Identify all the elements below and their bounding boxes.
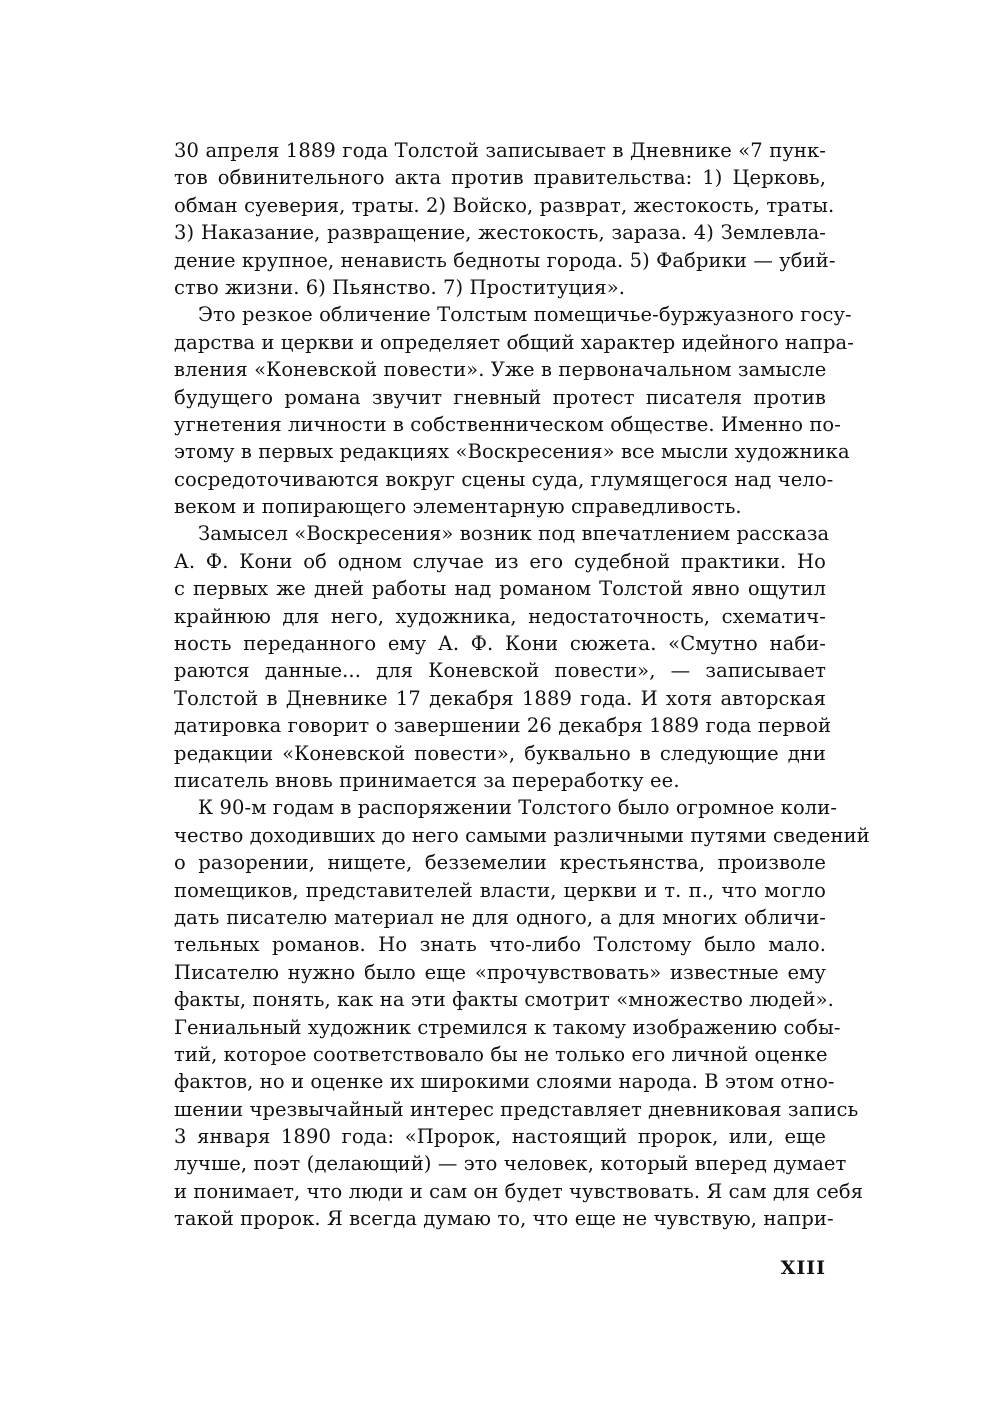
text-line: с первых же дней работы над романом Толстой явно ощутил [174, 577, 826, 601]
text-line: этому в первых редакциях «Воскресения» все мысли художника [174, 440, 850, 464]
text-line: крайнюю для него, художника, недостаточность, схематич- [174, 604, 826, 628]
text-line: шении чрезвычайный интерес представляет дневниковая запись [174, 1097, 859, 1121]
text-line: Замысел «Воскресения» возник под впечатлением рассказа [198, 522, 830, 546]
body-text [174, 137, 870, 1233]
text-line: ность переданного ему А. Ф. Кони сюжета. «Смутно наби- [174, 632, 826, 656]
page-number: XIII [780, 1257, 826, 1279]
text-line: угнетения личности в собственническом обществе. Именно по- [174, 412, 841, 436]
text-line: о разорении, нищете, безземелии крестьянства, произволе [174, 851, 826, 875]
text-line: тельных романов. Но знать что-либо Толстому было мало. [174, 933, 826, 957]
text-line: вления «Коневской повести». Уже в первоначальном замысле [174, 358, 827, 382]
text-line: Писателю нужно было еще «прочувствовать» известные ему [174, 960, 826, 984]
text-line: такой пророк. Я всегда думаю то, что еще не чувствую, напри- [174, 1207, 834, 1231]
paragraph [174, 137, 836, 301]
paragraph [174, 520, 832, 794]
text-line: веком и попирающего элементарную справедливость. [174, 495, 742, 519]
text-line: Гениальный художник стремился к такому изображению собы- [174, 1015, 841, 1039]
text-line: 3 января 1890 года: «Пророк, настоящий пророк, или, еще [174, 1125, 826, 1149]
text-line: тий, которое соответствовало бы не только его личной оценке [174, 1042, 828, 1066]
text-line: Толстой в Дневнике 17 декабря 1889 года. И хотя авторская [174, 686, 826, 710]
text-line: раются данные... для Коневской повести», — записывает [174, 659, 826, 683]
text-line: обман суеверия, траты. 2) Войско, разврат, жестокость, траты. [174, 193, 835, 217]
text-line: 30 апреля 1889 года Толстой записывает в Дневнике «7 пунк- [174, 139, 826, 162]
text-line: К 90-м годам в распоряжении Толстого было огромное коли- [198, 796, 838, 820]
text-line: и понимает, что люди и сам он будет чувствовать. Я сам для себя [174, 1179, 864, 1203]
text-line: дарства и церкви и определяет общий характер идейного напра- [174, 330, 854, 354]
text-line: чество доходивших до него самыми различными путями сведений [174, 823, 870, 847]
text-line: дать писателю материал не для одного, а для многих обличи- [174, 905, 826, 929]
text-line: сосредоточиваются вокруг сцены суда, глумящегося над чело- [174, 467, 834, 491]
text-line: фактов, но и оценке их широкими слоями народа. В этом отно- [174, 1070, 835, 1094]
paragraph [174, 794, 870, 1232]
text-line: 3) Наказание, развращение, жестокость, зараза. 4) Землевла- [174, 221, 826, 245]
text-line: дение крупное, ненависть бедноты города. 5) Фабрики — убий- [174, 248, 836, 272]
text-line: будущего романа звучит гневный протест писателя против [174, 385, 826, 409]
text-line: датировка говорит о завершении 26 декабря 1889 года первой [174, 714, 832, 738]
text-line: А. Ф. Кони об одном случае из его судебной практики. Но [174, 549, 826, 573]
text-line: факты, понять, как на эти факты смотрит «множество людей». [174, 988, 834, 1012]
text-line: тов обвинительного акта против правительства: 1) Церковь, [174, 166, 826, 190]
text-line: лучше, поэт (делающий) — это человек, который вперед думает [174, 1152, 847, 1176]
text-line: ство жизни. 6) Пьянство. 7) Проституция». [174, 275, 626, 299]
text-line: Это резкое обличение Толстым помещичье-буржуазного госу- [198, 303, 852, 327]
text-line: помещиков, представителей власти, церкви и т. п., что могло [174, 878, 826, 902]
paragraph [174, 301, 854, 520]
text-line: редакции «Коневской повести», буквально в следующие дни [174, 741, 826, 765]
text-line: писатель вновь принимается за переработку ее. [174, 768, 680, 792]
